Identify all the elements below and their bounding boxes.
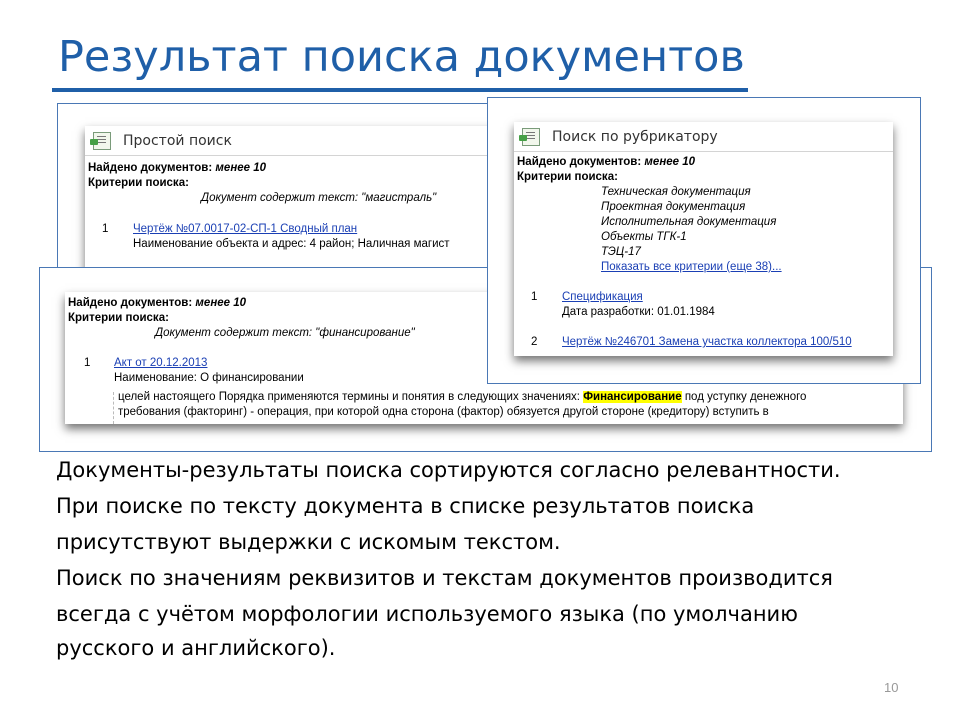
simple-search-panel bbox=[85, 126, 515, 274]
criteria-item: Проектная документация bbox=[601, 201, 746, 213]
result-number: 1 bbox=[84, 357, 91, 369]
snippet-after: под уступку денежного bbox=[681, 391, 807, 403]
found-label: Найдено документов: bbox=[517, 156, 642, 168]
result-detail: Наименование: О финансировании bbox=[114, 372, 304, 384]
criteria-item: ТЭЦ-17 bbox=[601, 246, 641, 258]
simple-search-header bbox=[85, 126, 515, 156]
body-text-line: всегда с учётом морфологии используемого языка (по умолчанию bbox=[56, 602, 798, 626]
body-text-line: При поиске по тексту документа в списке результатов поиска bbox=[56, 494, 755, 518]
found-label: Найдено документов: bbox=[88, 162, 213, 174]
found-label: Найдено документов: bbox=[68, 297, 193, 309]
rubric-search-title: Поиск по рубрикатору bbox=[552, 128, 718, 145]
snippet-before: целей настоящего Порядка применяются термины и понятия в следующих значениях: bbox=[118, 391, 584, 403]
criteria-item: Исполнительная документация bbox=[601, 216, 777, 228]
body-text-line: присутствуют выдержки с искомым текстом. bbox=[56, 530, 561, 554]
result-number: 1 bbox=[102, 223, 109, 235]
criteria-item: Техническая документация bbox=[601, 186, 751, 198]
found-count-line bbox=[517, 155, 695, 170]
show-all-criteria-link[interactable]: Показать все критерии (еще 38)... bbox=[601, 261, 782, 273]
page-number: 10 bbox=[884, 680, 899, 695]
found-value: менее 10 bbox=[195, 297, 247, 309]
result-number: 2 bbox=[531, 336, 538, 348]
result-number: 1 bbox=[531, 291, 538, 303]
criteria-text: Документ содержит текст: "финансирование" bbox=[155, 327, 415, 339]
criteria-text: Документ содержит текст: "магистраль" bbox=[201, 192, 437, 204]
result-link[interactable]: Чертёж №07.0017-02-СП-1 Сводный план bbox=[133, 223, 358, 235]
body-text-line: Поиск по значениям реквизитов и текстам документов производится bbox=[56, 566, 833, 590]
result-snippet bbox=[118, 390, 806, 405]
found-value: менее 10 bbox=[215, 162, 267, 174]
document-search-icon bbox=[522, 128, 540, 146]
found-count-line bbox=[68, 296, 246, 311]
found-count-line bbox=[88, 161, 266, 176]
rubric-search-header bbox=[514, 122, 893, 152]
result-detail: Наименование объекта и адрес: 4 район; Наличная магист bbox=[133, 238, 450, 250]
found-value: менее 10 bbox=[644, 156, 696, 168]
body-text-line: русского и английского). bbox=[56, 636, 336, 660]
result-snippet-line2: требования (факторинг) - операция, при которой одна сторона (фактор) обязуется другой стороне (кредитору) вступить в bbox=[118, 406, 769, 418]
slide-title: Результат поиска документов bbox=[58, 32, 745, 82]
result-link[interactable]: Акт от 20.12.2013 bbox=[114, 357, 208, 369]
snippet-marker bbox=[113, 392, 115, 424]
rubric-search-panel bbox=[514, 122, 893, 356]
snippet-highlight: Финансирование bbox=[583, 391, 682, 403]
simple-search-title: Простой поиск bbox=[123, 132, 232, 149]
document-search-icon bbox=[93, 132, 111, 150]
criteria-item: Объекты ТГК-1 bbox=[601, 231, 687, 243]
title-underline bbox=[52, 88, 748, 92]
criteria-label: Критерии поиска: bbox=[88, 177, 189, 189]
criteria-label: Критерии поиска: bbox=[68, 312, 169, 324]
result-link[interactable]: Чертёж №246701 Замена участка коллектора 100/510 bbox=[562, 336, 852, 348]
body-text-line: Документы-результаты поиска сортируются согласно релевантности. bbox=[56, 458, 841, 482]
result-link[interactable]: Спецификация bbox=[562, 291, 643, 303]
result-detail: Дата разработки: 01.01.1984 bbox=[562, 306, 715, 318]
criteria-label: Критерии поиска: bbox=[517, 171, 618, 183]
